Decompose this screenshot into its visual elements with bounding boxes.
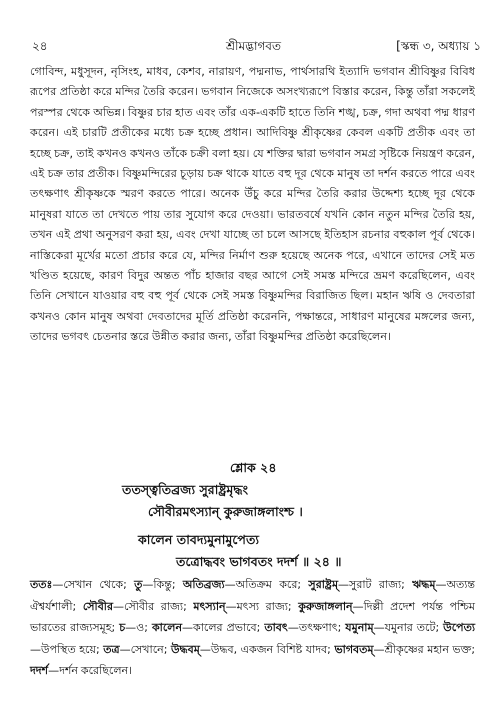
synonym-meaning: সুরাট রাজ্য; bbox=[349, 578, 405, 591]
synonym-term: উদ্ধবম্ bbox=[170, 642, 200, 656]
verse-line-3: কালেন তাবদ্যমুনামুপেত্য bbox=[138, 532, 260, 547]
synonym-meaning: কালের প্রভাবে; bbox=[193, 621, 261, 635]
synonym-meaning: ও; bbox=[136, 621, 148, 635]
synonyms-paragraph: ততঃ—সেখান থেকে; তু—কিন্তু; অতিব্রজ্য—অতিক্রম করে; সুরাষ্ট্রম্—সুরাট রাজ্য; ঋদ্ধম্—অত্যন্ত ঐশ্বর্যশালী; সৌবীর—সৌবীর রাজ্য; মৎস্যান্—মৎস্য রাজ্য; কুরুজাঙ্গলান্—দিল্লী প্রদেশ পর্যন্ত পশ্চিম ভারতের রাজ্যসমূহ; চ—ও; কালেন—কালের প্রভাবে; তাবৎ—তৎক্ষণাৎ; যমুনাম্—যমুনার তটে; উপেত্য—উপস্থিত হয়ে; তত্র—সেখানে; উদ্ধবম্—উদ্ধব, একজন বিশিষ্ট যাদব; ভাগবতম্—শ্রীকৃষ্ণের মহান ভক্ত; দদর্শ—দর্শন করেছিলেন। bbox=[30, 578, 476, 678]
synonym-meaning: সেখানে; bbox=[130, 642, 168, 656]
synonym-term: ততঃ bbox=[30, 578, 53, 591]
synonym-meaning: কিন্তু; bbox=[153, 578, 176, 591]
synonym-meaning: যমুনার তটে; bbox=[384, 621, 440, 635]
synonym-term: ভাগবতম্ bbox=[334, 642, 374, 656]
synonym-meaning: দিল্লী প্রদেশ পর্যন্ত পশ্চিম ভারতের রাজ্যসমূহ; bbox=[30, 599, 476, 635]
verse-line-1: ততস্ত্বতিব্রজ্য সুরাষ্ট্রমৃদ্ধং bbox=[122, 482, 249, 497]
synonym-meaning: সৌবীর রাজ্য; bbox=[124, 599, 187, 613]
synonym-term: তু bbox=[134, 578, 143, 591]
synonym-term: তাবৎ bbox=[264, 621, 288, 635]
synonym-meaning: মৎস্য রাজ্য; bbox=[236, 599, 292, 613]
synonym-term: কুরুজাঙ্গলান্ bbox=[298, 599, 353, 613]
purport-paragraph: গোবিন্দ, মধুসূদন, নৃসিংহ, মাধব, কেশব, নারায়ণ, পদ্মনাভ, পার্থসারথি ইত্যাদি ভগবান শ্রীবিষ্ণুর বিবিধ রূপের প্রতিষ্ঠা করে মন্দির তৈরি করেন। ভগবান নিজেকে অসংখ্যরূপে বিস্তার করেন, কিন্তু তাঁরা সকলেই পরস্পর থেকে অভিন্ন। বিষ্ণুর চার হাত এবং তাঁর এক-একটি হাতে তিনি শঙ্খ, চক্র, গদা অথবা পদ্ম ধারণ করেন। এই চারটি প্রতীকের মধ্যে চক্র হচ্ছে প্রধান। আদিবিষ্ণু শ্রীকৃষ্ণের কেবল একটি প্রতীক এবং তা হচ্ছে চক্র, তাই কখনও কখনও তাঁকে চক্রী বলা হয়। যে শক্তির দ্বারা ভগবান সমগ্র সৃষ্টিকে নিয়ন্ত্রণ করেন, এই চক্র তার প্রতীক। বিষ্ণুমন্দিরের চূড়ায় চক্র থাকে যাতে বহু দূর থেকে মানুষ তা দর্শন করতে পারে এবং তৎক্ষণাৎ শ্রীকৃষ্ণকে স্মরণ করতে পারে। অনেক উঁচু করে মন্দির তৈরি করার উদ্দেশ্য হচ্ছে দূর থেকে মানুষরা যাতে তা দেখতে পায় তার সুযোগ করে দেওয়া। ভারতবর্ষে যখনি কোন নতুন মন্দির তৈরি হয়, তখন এই প্রথা অনুসরণ করা হয়, এবং দেখা যাচ্ছে তা চলে আসছে ইতিহাস রচনার বহুকাল পূর্ব থেকে। নাস্তিকেরা মূর্খের মতো প্রচার করে যে, মন্দির নির্মাণ শুরু হয়েছে অনেক পরে, এখানে তাদের সেই মত খণ্ডিত হয়েছে, কারণ বিদুর অন্তত পাঁচ হাজার বছর আগে সেই সমস্ত মন্দিরে ভ্রমণ করেছিলেন, এবং তিনি সেখানে যাওয়ার বহু বহু পূর্ব থেকে সেই সমস্ত বিষ্ণুমন্দির বিরাজিত ছিল। মহান ঋষি ও দেবতারা কখনও কোন মানুষ অথবা দেবতাদের মূর্তি প্রতিষ্ঠা করেননি, পক্ষান্তরে, সাধারণ মানুষের মঙ্গলের জন্য, তাদের ভগবৎ চেতনার স্তরে উন্নীত করার জন্য, তাঁরা বিষ্ণুমন্দির প্রতিষ্ঠা করেছিলেন। bbox=[30, 65, 475, 344]
synonym-meaning: সেখান থেকে; bbox=[63, 578, 127, 591]
synonym-term: সুরাষ্ট্রম্ bbox=[308, 578, 339, 591]
book-title: শ্রীমদ্ভাগবত bbox=[225, 39, 281, 53]
synonym-meaning: অতিক্রম করে; bbox=[235, 578, 302, 591]
synonym-term: কালেন bbox=[151, 621, 183, 635]
synonym-term: উপেত্য bbox=[443, 621, 476, 635]
verse-label: শ্লোক ২৪ bbox=[230, 460, 277, 475]
synonym-meaning: অত্যন্ত ঐশ্বর্যশালী; bbox=[30, 578, 476, 613]
synonym-term: চ bbox=[119, 621, 126, 635]
synonym-term: যমুনাম্ bbox=[345, 621, 374, 635]
page-header bbox=[26, 38, 481, 56]
synonym-meaning: তৎক্ষণাৎ; bbox=[298, 621, 342, 635]
synonym-meaning: শ্রীকৃষ্ণের মহান ভক্ত; bbox=[384, 642, 476, 656]
word-meanings bbox=[30, 574, 475, 682]
synonym-meaning: দর্শন করেছিলেন। bbox=[59, 664, 133, 678]
synonym-term: ঋদ্ধম্ bbox=[412, 578, 436, 591]
synonym-term: দদর্শ bbox=[30, 664, 49, 678]
synonym-meaning: উদ্ধব, একজন বিশিষ্ট যাদব; bbox=[210, 642, 331, 656]
verse-line-2: সৌবীরমৎস্যান্ কুরুজাঙ্গলাংশ্চ । bbox=[148, 504, 303, 519]
synonym-term: সৌবীর bbox=[82, 599, 114, 613]
chapter-reference: [স্কন্ধ ৩, অধ্যায় ১ bbox=[396, 39, 481, 53]
synonym-meaning: উপস্থিত হয়ে; bbox=[41, 642, 100, 656]
verse-line-4: তত্রোদ্ধবং ভাগবতং দদর্শ ॥ ২৪ ॥ bbox=[176, 554, 342, 569]
synonym-term: মৎস্যান্ bbox=[193, 599, 226, 613]
synonym-term: তত্র bbox=[103, 642, 120, 656]
page-number: ২৪ bbox=[32, 39, 48, 53]
synonym-term: অতিব্রজ্য bbox=[182, 578, 225, 591]
purport-section bbox=[30, 62, 475, 348]
